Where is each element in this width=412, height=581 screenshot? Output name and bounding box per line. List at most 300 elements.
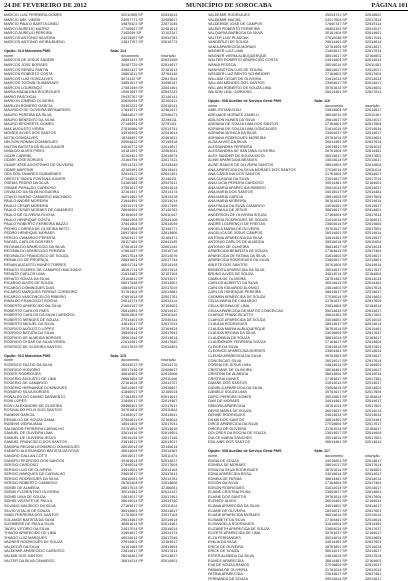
candidate-document: 26016017 SP bbox=[121, 453, 144, 458]
candidate-registration: 32614461 bbox=[161, 449, 178, 454]
candidate-name: CLEUSA APARECIDA DA SILVA bbox=[208, 353, 262, 358]
candidate-registration: 52617601 bbox=[365, 435, 382, 440]
candidate-name: ODAIR JOSE BORGES bbox=[4, 158, 44, 163]
candidate-document: 39761614 SP bbox=[325, 85, 348, 90]
candidate-document: 31614014 SP bbox=[325, 485, 348, 490]
candidate-registration: 32617744 bbox=[161, 258, 178, 263]
candidate-registration: 32617604 bbox=[365, 72, 382, 77]
candidate-document: 46041744 SP bbox=[121, 263, 144, 268]
list-item bbox=[4, 345, 204, 350]
candidate-document: 31614014 SP bbox=[325, 381, 348, 386]
candidate-document: 27164617 SP bbox=[121, 503, 144, 508]
candidate-registration: 32014614 bbox=[365, 76, 382, 81]
candidate-registration: 32146141 bbox=[161, 94, 178, 99]
candidate-document: 47691614 SP bbox=[121, 294, 144, 299]
candidate-registration: 32618602 bbox=[365, 13, 382, 17]
candidate-document: 39461221 SP bbox=[121, 103, 144, 108]
candidate-registration: 22871045 bbox=[161, 22, 178, 27]
candidate-name: MOISES ALVES DOS SANTOS bbox=[4, 131, 56, 136]
candidate-name: MARCO AURELIO MATRIZ bbox=[4, 26, 50, 31]
candidate-name: ELIANE DE OLIVEIRA bbox=[208, 508, 246, 513]
candidate-name: RODRIGO DE ALMEIDA BORGES bbox=[4, 335, 62, 340]
column-header: inscrição bbox=[161, 53, 176, 58]
candidate-name: TADEU VITORIO DA SILVA bbox=[4, 526, 50, 531]
candidate-document: 34614601 SP bbox=[325, 503, 348, 508]
candidate-registration: 32614617 bbox=[365, 131, 382, 136]
candidate-name: CLAUDIA RODRIGUES bbox=[208, 322, 248, 327]
candidate-registration: 52614617 bbox=[365, 472, 382, 477]
candidate-registration: 32614617 bbox=[365, 235, 382, 240]
candidate-registration: 32617104 bbox=[161, 513, 178, 518]
candidate-document: 17081449 SP bbox=[121, 85, 144, 90]
candidate-registration: 32614601 bbox=[365, 385, 382, 390]
candidate-document: 39014614 SP bbox=[325, 435, 348, 440]
candidate-name: MARCOS DE JESUS SANDRI bbox=[4, 58, 55, 63]
candidate-name: VANDERLEI DE SOUZA bbox=[208, 40, 249, 45]
candidate-name: RONY ALEXANDRE DE OLIVEIRA bbox=[4, 403, 62, 408]
candidate-name: ANA MARIA GARCIA bbox=[208, 194, 244, 199]
candidate-registration: 52614014 bbox=[365, 276, 382, 281]
candidate-document: 24614614 SP bbox=[325, 413, 348, 418]
column-header: documento bbox=[325, 453, 344, 458]
candidate-registration: 32166041 bbox=[161, 485, 178, 490]
candidate-registration: 32619114 bbox=[365, 22, 382, 27]
candidate-registration: 32614740 bbox=[161, 499, 178, 504]
candidate-name: MARCOS LOURENÇO bbox=[4, 85, 43, 90]
candidate-registration: 32014761 bbox=[161, 476, 178, 481]
candidate-registration: 32611461 bbox=[365, 112, 382, 117]
candidate-name: ODILSON TAVARES GUIMARAES bbox=[4, 172, 62, 177]
candidate-name: MARIA MADALENA RODRIGUES bbox=[4, 90, 60, 95]
candidate-document: 30161404 SP bbox=[325, 31, 348, 36]
candidate-name: DEISE MARIA DE SOUZA bbox=[208, 408, 252, 413]
candidate-name: DIRCEU DE OLIVEIRA bbox=[208, 426, 247, 431]
candidate-name: RONI LOPES bbox=[4, 399, 27, 404]
candidate-name: ANA APARECIDA DA SILVA MORAES DOS SANTOS bbox=[208, 167, 296, 172]
candidate-name: MAURICIO DE OLIVEIRA BERNARDES bbox=[4, 108, 71, 113]
candidate-document: 34161464 SP bbox=[121, 544, 144, 549]
candidate-registration: 32617601 bbox=[365, 313, 382, 318]
candidate-registration: 32164617 bbox=[365, 217, 382, 222]
candidate-registration: 52634781 bbox=[161, 35, 178, 40]
candidate-registration: 32614461 bbox=[365, 326, 382, 331]
candidate-registration: 52614617 bbox=[365, 367, 382, 372]
header-page-number: PÁGINA 101 bbox=[371, 2, 408, 9]
list-item bbox=[4, 559, 204, 564]
candidate-document: 27846014 SP bbox=[121, 463, 144, 468]
candidate-document: 36014017 SP bbox=[325, 549, 348, 554]
candidate-document: 34918443 SP bbox=[121, 131, 144, 136]
candidate-registration: 32614604 bbox=[365, 535, 382, 540]
candidate-document: 39761604 SP bbox=[121, 408, 144, 413]
candidate-registration: 32617014 bbox=[365, 176, 382, 181]
candidate-registration: 32164601 bbox=[365, 363, 382, 368]
candidate-document: 24614614 SP bbox=[325, 158, 348, 163]
candidate-name: SUSIMEIRE DE PAULA SILVA bbox=[4, 522, 54, 527]
candidate-registration: 32617614 bbox=[365, 553, 382, 558]
candidate-name: CAMILA DE OLIVEIRA bbox=[208, 276, 246, 281]
candidate-registration: 52611447 bbox=[161, 213, 178, 218]
candidate-registration: 52614601 bbox=[365, 31, 382, 36]
candidate-registration: 52014741 bbox=[161, 126, 178, 131]
candidate-name: WAGNER LUIZ LIMA bbox=[208, 49, 244, 54]
candidate-name: SIDNEI LIMA DE SOUZA bbox=[4, 494, 46, 499]
candidate-document: 30164614 SP bbox=[121, 458, 144, 463]
candidate-document: 34614461 SP bbox=[325, 399, 348, 404]
candidate-name: RICARDO ALVES DE SOUZA bbox=[4, 281, 54, 286]
candidate-name: RINALDO FRANCISCO ROCHA bbox=[4, 299, 58, 304]
candidate-registration: 32617614 bbox=[365, 49, 382, 54]
candidate-registration: 32617601 bbox=[365, 153, 382, 158]
candidate-registration: 32614606 bbox=[161, 231, 178, 236]
candidate-document: 28761014 SP bbox=[325, 403, 348, 408]
candidate-registration: 32614017 bbox=[161, 440, 178, 445]
candidate-registration: 52647223 bbox=[161, 90, 178, 95]
candidate-document: 28614617 SP bbox=[325, 322, 348, 327]
candidate-document: 23604014 SP bbox=[325, 526, 348, 531]
candidate-name: RICARDO VASCONCELOS RIBEIRO bbox=[4, 294, 67, 299]
candidate-registration: 32461417 bbox=[161, 108, 178, 113]
candidate-registration: 52641491 bbox=[161, 172, 178, 177]
candidate-registration: 52634614 bbox=[161, 13, 178, 17]
candidate-registration: 32014014 bbox=[365, 408, 382, 413]
candidate-document: 31761604 SP bbox=[325, 172, 348, 177]
candidate-name: VALDEMIR RODRIGUES bbox=[208, 13, 250, 17]
candidate-document: 25064612 SP bbox=[121, 140, 144, 145]
candidate-name: BENEDITA APARECIDA DA SILVA bbox=[208, 267, 265, 272]
candidate-name: ROBERTO MENDES DE SOUZA bbox=[4, 317, 59, 322]
candidate-name: DOLORES DA ROCHA DE SOUZA bbox=[208, 431, 266, 436]
candidate-registration: 52614601 bbox=[161, 558, 178, 563]
candidate-registration: 32617614 bbox=[161, 549, 178, 554]
candidate-name: SOLANGE BATISTA DA SILVA bbox=[4, 517, 55, 522]
candidate-document: 38614461 SP bbox=[325, 417, 348, 422]
candidate-name: MOTA GONÇALVES bbox=[4, 135, 38, 140]
candidate-registration: 32614604 bbox=[365, 340, 382, 345]
candidate-name: REGINALDO FRANCISCO DE SOUZA bbox=[4, 253, 69, 258]
candidate-document: 30626494 SP bbox=[121, 99, 144, 104]
candidate-document: 28117484 SP bbox=[121, 240, 144, 245]
candidate-name: WILLIAM CESAR DE OLIVEIRA bbox=[208, 76, 262, 81]
candidate-name: ALEX SANDER DE SOUZA MOTA bbox=[208, 153, 265, 158]
list-item bbox=[208, 440, 408, 445]
candidate-registration: 32617617 bbox=[365, 422, 382, 427]
candidate-document: 34181491 SP bbox=[121, 149, 144, 154]
candidate-document: 28617614 SP bbox=[121, 485, 144, 490]
candidate-registration: 52614641 bbox=[161, 394, 178, 399]
candidate-name: ADILSON NUNES DA SILVA bbox=[208, 117, 255, 122]
candidate-document: 23614617 SP bbox=[325, 572, 348, 577]
candidate-registration: 32064041 bbox=[161, 149, 178, 154]
candidate-name: CONCEICAO SILVA bbox=[208, 358, 242, 363]
candidate-registration: 32614617 bbox=[365, 549, 382, 554]
candidate-registration: 32164614 bbox=[161, 326, 178, 331]
candidate-registration: 32014174 bbox=[161, 190, 178, 195]
candidate-name: VALDECIR DA SILVA bbox=[4, 544, 40, 549]
candidate-name: ELIANA APARECIDA DA SILVA bbox=[208, 503, 260, 508]
candidate-registration: 32044106 bbox=[161, 217, 178, 222]
candidate-name: MAURO BENEDITO DA SILVA bbox=[4, 117, 55, 122]
candidate-document: 38614604 SP bbox=[121, 449, 144, 454]
candidate-registration: 32014817 bbox=[161, 144, 178, 149]
candidate-registration: 32611604 bbox=[365, 240, 382, 245]
candidate-name: SIDNEI DE ALMEIDA bbox=[4, 485, 40, 490]
candidate-registration: 32614617 bbox=[365, 308, 382, 313]
candidate-name: CARMEN APARECIDA DE SOUZA bbox=[208, 294, 266, 299]
candidate-document: 27610048 SP bbox=[325, 35, 348, 40]
candidate-registration: 32614174 bbox=[161, 531, 178, 536]
candidate-name: SAMUEL FRANCISCO DOS SANTOS bbox=[4, 440, 67, 445]
candidate-document: 17660747 SP bbox=[325, 22, 348, 27]
candidate-registration: 52614617 bbox=[365, 563, 382, 568]
candidate-document: 24617014 SP bbox=[121, 526, 144, 531]
candidate-name: EDINA DE SOUZA bbox=[208, 458, 239, 463]
candidate-name: FABIANA DE OLIVEIRA bbox=[208, 567, 248, 572]
candidate-registration: 32014076 bbox=[161, 253, 178, 258]
candidate-registration: 32614461 bbox=[365, 190, 382, 195]
candidate-document: 24614604 SP bbox=[325, 58, 348, 63]
candidate-document: 24614601 SP bbox=[325, 285, 348, 290]
candidate-name: VALDERIDE JOSE DE CAMPOS bbox=[208, 22, 263, 27]
candidate-name: ANTONIO DE OLIVEIRA bbox=[208, 244, 249, 249]
candidate-name: VALDEMIR APARECIDO CARDOSO bbox=[4, 549, 65, 554]
candidate-registration: 32017604 bbox=[161, 463, 178, 468]
candidate-registration: 32481614 bbox=[161, 26, 178, 31]
candidate-name: ANA PAULA DE JESUS bbox=[208, 208, 248, 213]
candidate-document: 31846017 SP bbox=[121, 399, 144, 404]
candidate-name: ANTONIO CARLOS DE ALMEIDA bbox=[208, 240, 265, 245]
candidate-document: 21604617 SP bbox=[325, 49, 348, 54]
candidate-name: ELISANGELA RODRIGUES bbox=[208, 522, 255, 527]
candidate-document: 24016614 SP bbox=[325, 472, 348, 477]
candidate-document: 32614411 SP bbox=[121, 172, 144, 177]
candidate-name: WILSON LEAL CARDOSO bbox=[208, 90, 253, 95]
candidate-name: MARCIO MEL VIEIRA bbox=[4, 17, 41, 22]
candidate-name: ADRIANA MONICA DA SILVA bbox=[208, 131, 257, 136]
candidate-name: VALMIR DOS SANTOS bbox=[4, 553, 43, 558]
candidate-document: 31614014 SP bbox=[325, 126, 348, 131]
candidate-document: 38061614 SP bbox=[121, 522, 144, 527]
candidate-registration: 32164617 bbox=[161, 540, 178, 545]
candidate-registration: 32617601 bbox=[365, 226, 382, 231]
candidate-document: 19061697 SP bbox=[121, 90, 144, 95]
candidate-registration: 32014614 bbox=[365, 40, 382, 45]
candidate-document: 34614614 SP bbox=[325, 363, 348, 368]
candidate-name: PEDRO CORREA DE OLIVEIRA NETO bbox=[4, 226, 69, 231]
candidate-registration: 52614614 bbox=[365, 517, 382, 522]
section-room: Sala: 115 bbox=[110, 353, 126, 358]
candidate-name: ADELAIDE MORAES ZANELLI bbox=[208, 112, 260, 117]
candidate-registration: 32617601 bbox=[365, 403, 382, 408]
candidate-name: ELAINE DOS SANTOS bbox=[208, 494, 247, 499]
candidate-name: OSVALDO DA SILVA NOGUEIRA bbox=[4, 190, 59, 195]
candidate-name: SIDNEI FLORENTINO OLIVEIRA bbox=[4, 490, 60, 495]
candidate-registration: 32617601 bbox=[365, 508, 382, 513]
candidate-document: 31761617 SP bbox=[325, 299, 348, 304]
list-item bbox=[208, 90, 408, 95]
candidate-document: 28466401 SP bbox=[121, 403, 144, 408]
candidate-document: 46014461 SP bbox=[121, 194, 144, 199]
candidate-name: RODRIGO HONORIO bbox=[4, 367, 41, 372]
header-title: MUNICÍPIO DE SOROCABA bbox=[186, 2, 272, 9]
candidate-name: EDILAINE DOS SANTOS bbox=[208, 440, 250, 445]
candidate-name: ANDREIA RODRIGUES DE SOUZA bbox=[208, 217, 268, 222]
candidate-name: FATIMA APARECIDA bbox=[208, 572, 243, 577]
candidate-document: 32161447 SP bbox=[121, 190, 144, 195]
candidate-document: 39014614 SP bbox=[325, 308, 348, 313]
candidate-name: ANDRE LOURENÇO DE FREITAS bbox=[208, 222, 266, 227]
candidate-document: 26014614 SP bbox=[325, 535, 348, 540]
candidate-document: 23604617 SP bbox=[325, 81, 348, 86]
candidate-name: ALESSANDRA FERREIRA bbox=[208, 144, 253, 149]
candidate-name: RODRIGO DE OLIVEIRA SANTOS bbox=[4, 344, 62, 349]
candidate-document: 38614461 SP bbox=[325, 476, 348, 481]
candidate-registration: 32014614 bbox=[365, 199, 382, 204]
candidate-registration: 52631456 bbox=[161, 58, 178, 63]
candidate-registration: 32617614 bbox=[365, 90, 382, 95]
candidate-document: 27164491 SP bbox=[121, 394, 144, 399]
candidate-name: CORINA DE JESUS LIMA bbox=[208, 363, 251, 368]
candidate-document: 23641464 SP bbox=[121, 226, 144, 231]
candidate-name: ELIZABETH APARECIDA DE SOUZA bbox=[208, 526, 270, 531]
candidate-registration: 32164614 bbox=[365, 394, 382, 399]
candidate-name: CLARICE FRANCISCATTO bbox=[208, 313, 254, 318]
candidate-registration: 32198418 bbox=[161, 140, 178, 145]
candidate-document: 23604614 SP bbox=[325, 222, 348, 227]
candidate-name: CLARICE APARECIDA DE SOUZA bbox=[208, 317, 266, 322]
candidate-name: CARLOS HENRIQUE PEREIRA bbox=[208, 290, 261, 295]
candidate-document: 27164617 SP bbox=[325, 340, 348, 345]
candidate-name: REGINALDO APARECIDO PEREIRA bbox=[4, 249, 66, 254]
candidate-name: ELIZETE APARECIDA DE LIMA bbox=[208, 531, 261, 536]
candidate-name: EDSON DA SILVA bbox=[208, 481, 238, 486]
candidate-document: 36840414 SP bbox=[121, 331, 144, 336]
candidate-name: MARLON ROMERO GARCIA bbox=[4, 103, 53, 108]
candidate-name: EDNA DA SILVA RODRIGUES bbox=[208, 467, 259, 472]
candidate-name: RUBENS GARCIA bbox=[4, 413, 35, 418]
candidate-document: 32164614 SP bbox=[121, 213, 144, 218]
candidate-name: ERICK DE SOUZA bbox=[208, 549, 240, 554]
candidate-registration: 32166014 bbox=[161, 390, 178, 395]
candidate-registration: 52614617 bbox=[161, 62, 178, 67]
candidate-name: ANA CLAUDIA DA SILVA bbox=[208, 176, 250, 181]
candidate-document: 28614017 SP bbox=[325, 463, 348, 468]
candidate-registration: 32601761 bbox=[161, 294, 178, 299]
candidate-document: 32164421 SP bbox=[121, 153, 144, 158]
candidate-registration: 32164614 bbox=[365, 499, 382, 504]
candidate-name: PAULO CESAR MOREIRA bbox=[4, 203, 49, 208]
candidate-document: 38614461 SP bbox=[325, 558, 348, 563]
candidate-document: 26014601 SP bbox=[325, 231, 348, 236]
candidate-name: MARCOS ANTONIO SILVEIRA bbox=[4, 35, 56, 40]
candidate-document: 26014461 SP bbox=[325, 499, 348, 504]
candidate-document: 39014461 SP bbox=[325, 181, 348, 186]
candidate-registration: 32418449 bbox=[161, 163, 178, 167]
candidate-registration: 32146781 bbox=[161, 208, 178, 213]
candidate-registration: 52614410 bbox=[161, 308, 178, 313]
candidate-registration: 32614617 bbox=[161, 508, 178, 513]
candidate-name: ROBERTO MIGUEL DA SILVA bbox=[4, 322, 54, 327]
candidate-document: 36614617 SP bbox=[325, 244, 348, 249]
candidate-name: VANIA APARECIDA MORAIS bbox=[208, 44, 256, 49]
candidate-name: OAZIR CARRIEL bbox=[4, 153, 33, 158]
candidate-registration: 32047611 bbox=[161, 181, 178, 186]
candidate-name: SILVIO VITALIS DE SOUZA bbox=[4, 508, 50, 513]
candidate-name: ELENICE ALVES bbox=[208, 499, 237, 504]
candidate-registration: 32614707 bbox=[161, 381, 178, 386]
candidate-document: 31614014 SP bbox=[325, 217, 348, 222]
candidate-document: 24761601 SP bbox=[121, 426, 144, 431]
candidate-name: ANTONIA APARECIDA DA SILVA bbox=[208, 235, 263, 240]
candidate-name: CLAUDIA MARIA ALBUQUERQUE bbox=[208, 326, 266, 331]
candidate-name: EDNEIA DE FATIMA bbox=[208, 476, 242, 481]
candidate-registration: 32611044 bbox=[161, 313, 178, 318]
candidate-registration: 32617461 bbox=[365, 249, 382, 254]
candidate-registration: 32614014 bbox=[365, 244, 382, 249]
candidate-document: 28048491 SP bbox=[121, 208, 144, 213]
candidate-document: 26761404 SP bbox=[121, 481, 144, 486]
candidate-registration: 32614014 bbox=[161, 199, 178, 204]
candidate-document: 39761617 SP bbox=[325, 531, 348, 536]
candidate-document: 23614604 SP bbox=[325, 303, 348, 308]
candidate-name: ANA LUCIA PEREIRA CARDOSO bbox=[208, 181, 264, 186]
candidate-document: 34614461 SP bbox=[325, 235, 348, 240]
candidate-registration: 32614674 bbox=[161, 153, 178, 158]
candidate-name: CLEIDE DA SILVA bbox=[208, 344, 239, 349]
candidate-name: VALQUIRIA BARBOSA DA SILVA bbox=[208, 31, 263, 36]
candidate-document: 28761461 SP bbox=[325, 276, 348, 281]
candidate-document: 26614461 SP bbox=[325, 313, 348, 318]
candidate-registration: 32014617 bbox=[365, 485, 382, 490]
candidate-name: SALVADOR FERREIRA CARVALHO bbox=[4, 426, 64, 431]
candidate-name: ANA CAROLINA DOS SANTOS bbox=[208, 172, 261, 177]
candidate-registration: 32617614 bbox=[161, 76, 178, 81]
candidate-document: 26504191 SP bbox=[325, 26, 348, 31]
candidate-name: SAMUEL DE OLIVEIRA JESUS bbox=[4, 435, 56, 440]
section-room: Sala: 117 bbox=[314, 449, 330, 454]
candidate-name: SERGIO MARQUES DE CARVALHO bbox=[4, 472, 66, 477]
candidate-document: 23604617 SP bbox=[325, 258, 348, 263]
candidate-registration: 32014601 bbox=[365, 258, 382, 263]
candidate-document: 27016014 SP bbox=[325, 167, 348, 172]
candidate-name: NILTON BATISTA DA SILVA JUNIOR bbox=[4, 144, 65, 149]
candidate-registration: 32164614 bbox=[365, 303, 382, 308]
candidate-document: 27144601 SP bbox=[121, 176, 144, 181]
candidate-name: FERNANDA DE SOUZA bbox=[208, 576, 248, 581]
candidate-name: DARCI PEREIRA GOMES bbox=[208, 394, 252, 399]
candidate-registration: 32614601 bbox=[365, 135, 382, 140]
candidate-name: ABEL ESTANISLAU bbox=[208, 108, 241, 113]
candidate-document: 38616014 SP bbox=[121, 499, 144, 504]
candidate-name: PAULO CESAR MORAES DE CAMARGO bbox=[4, 208, 74, 213]
candidate-document: 13817767 SP bbox=[121, 40, 144, 45]
candidate-registration: 32164601 bbox=[161, 303, 178, 308]
section-room: Sala: 114 bbox=[110, 49, 126, 54]
candidate-document: 27164604 SP bbox=[325, 481, 348, 486]
candidate-name: CLEONICE APARECIDA BORGES bbox=[208, 349, 266, 354]
candidate-document: 34614014 SP bbox=[325, 272, 348, 277]
candidate-registration: 32164617 bbox=[365, 335, 382, 340]
candidate-document: 34016601 SP bbox=[325, 317, 348, 322]
candidate-name: APARECIDA BENEDITA DE SOUZA bbox=[208, 249, 268, 254]
candidate-document: 38161714 SP bbox=[121, 267, 144, 272]
candidate-document: 36761614 SP bbox=[325, 467, 348, 472]
candidate-registration: 52618141 bbox=[161, 103, 178, 108]
candidate-document: 24164017 SP bbox=[121, 413, 144, 418]
candidate-document: 22161614 SP bbox=[121, 381, 144, 386]
candidate-name: ODAIR JOSE AGOSTINHO DE OLIVEIRA bbox=[4, 163, 74, 167]
candidate-registration: 32617046 bbox=[161, 535, 178, 540]
